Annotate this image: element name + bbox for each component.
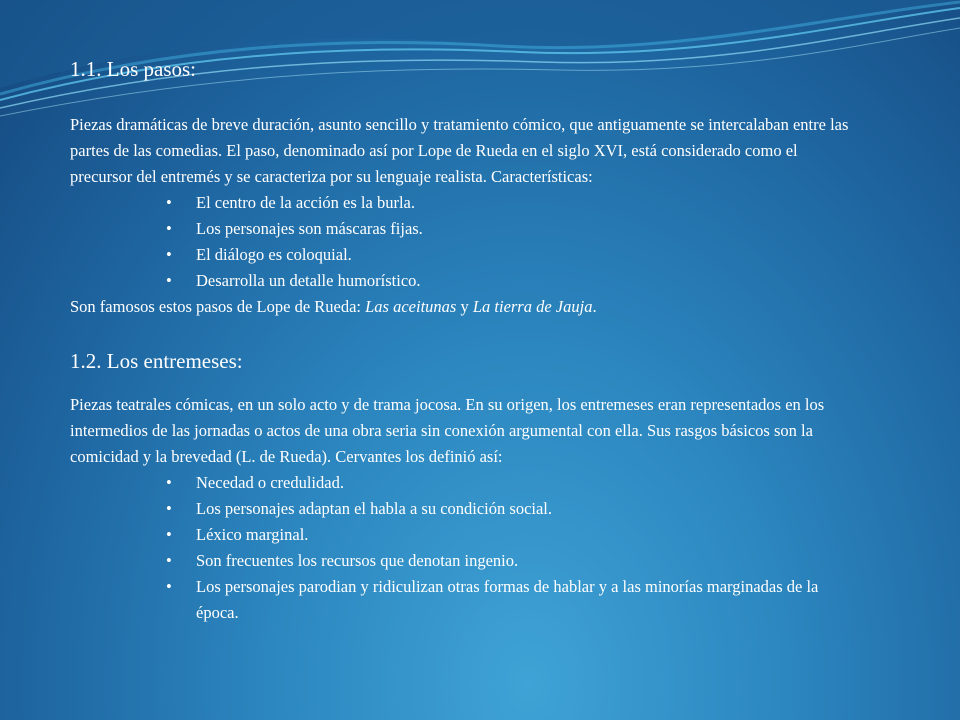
entremeses-intro-paragraph: Piezas teatrales cómicas, en un solo acto y de trama jocosa. En su origen, los entremeses eran representados en los intermedios de las jornadas o actos de una obra seria sin conexión argumental con ella. Sus rasgos básicos son la comicidad y la brevedad (L. de Rueda). Cervantes los definió así: — [70, 395, 825, 466]
list-item: • El centro de la acción es la burla. — [166, 190, 850, 216]
pasos-famous-works — [70, 294, 850, 320]
section-entremeses — [70, 344, 850, 626]
slide-content — [70, 52, 850, 626]
famous-works-suffix: . — [592, 297, 597, 316]
work-title-tierra-de-jauja: La tierra de Jauja — [472, 297, 593, 316]
list-item: • Necedad o credulidad. — [166, 470, 850, 496]
pasos-characteristics-list — [70, 190, 850, 294]
work-title-aceitunas: Las aceitunas — [365, 297, 457, 316]
list-item: • Desarrolla un detalle humorístico. — [166, 268, 850, 294]
list-item: • Los personajes son máscaras fijas. — [166, 216, 850, 242]
section-heading-entremeses: 1.2. Los entremeses: — [70, 349, 243, 373]
section-heading-pasos: 1.1. Los pasos: — [70, 57, 196, 81]
list-item: • Son frecuentes los recursos que denotan ingenio. — [166, 548, 850, 574]
list-item: • Léxico marginal. — [166, 522, 850, 548]
list-item: • Los personajes adaptan el habla a su condición social. — [166, 496, 850, 522]
list-item: • Los personajes parodian y ridiculizan otras formas de hablar y a las minorías marginadas de la época. — [166, 574, 850, 626]
list-item: • El diálogo es coloquial. — [166, 242, 850, 268]
pasos-intro-paragraph: Piezas dramáticas de breve duración, asunto sencillo y tratamiento cómico, que antiguamente se intercalaban entre las partes de las comedias. El paso, denominado así por Lope de Rueda en el siglo XVI, está considerado como el precursor del entremés y se caracteriza por su lenguaje realista. Características: — [70, 115, 849, 186]
famous-works-prefix: Son famosos estos pasos de Lope de Rueda: — [70, 297, 366, 316]
works-conjunction: y — [456, 297, 473, 316]
entremeses-definition-list — [70, 470, 850, 626]
